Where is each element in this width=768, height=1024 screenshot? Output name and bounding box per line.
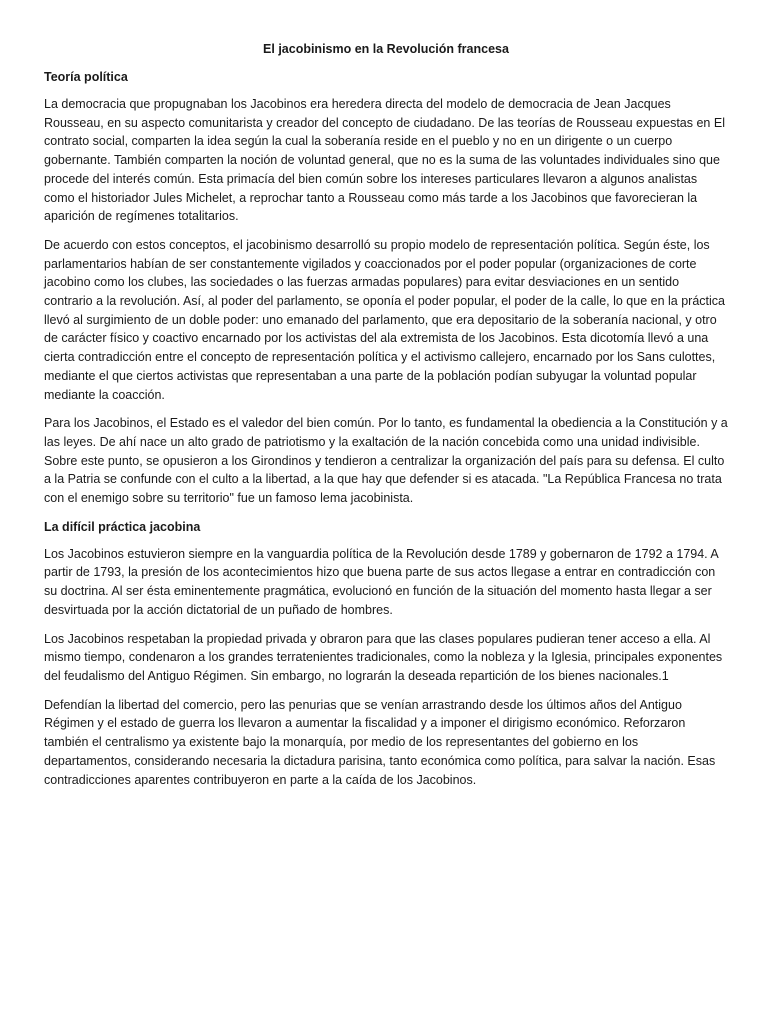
document-page <box>44 40 728 799</box>
section-heading: La difícil práctica jacobina <box>44 519 201 534</box>
section-teoria-politica <box>44 68 728 508</box>
paragraph: La democracia que propugnaban los Jacobinos era heredera directa del modelo de democracia de Jean Jacques Rousseau, en su aspecto comunitarista y creador del concepto de ciudadano. De las teorías de Rousseau expuestas en El contrato social, comparten la idea según la cual la soberanía reside en el pueblo y no en un dirigente o un cuerpo gobernante. También comparten la noción de voluntad general, que no es la suma de las voluntades individuales sino que procede del interés común. Esta primacía del bien común sobre los intereses particulares llevaron a algunos analistas como el historiador Jules Michelet, a reprochar tanto a Rousseau como más tarde a los Jacobinos que favorecieran la aparición de regímenes totalitarios. <box>44 97 725 224</box>
paragraph: Los Jacobinos estuvieron siempre en la vanguardia política de la Revolución desde 1789 y gobernaron de 1792 a 1794. A partir de 1793, la presión de los acontecimientos hizo que buena parte de sus actos llegase a entrar en contradicción con su doctrina. Al ser ésta eminentemente pragmática, evolucionó en función de la situación del momento hasta llegar a ser desvirtuada por la acción dictatorial de un puñado de hombres. <box>44 546 719 617</box>
paragraph: Los Jacobinos respetaban la propiedad privada y obraron para que las clases populares pudieran tener acceso a ella. Al mismo tiempo, condenaron a los grandes terratenientes tradicionales, como la nobleza y la Iglesia, principales exponentes del feudalismo del Antiguo Régimen. Sin embargo, no lograrán la deseada repartición de los bienes nacionales.1 <box>44 631 723 683</box>
paragraph: Para los Jacobinos, el Estado es el valedor del bien común. Por lo tanto, es fundamental la obediencia a la Constitución y a las leyes. De ahí nace un alto grado de patriotismo y la exaltación de la nación concebida como una unidad indivisible. Sobre este punto, se opusieron a los Girondinos y tendieron a centralizar la organización del país para su defensa. El culto a la Patria se confunde con el culto a la libertad, a la que hay que defender si es atacada. "La República Francesa no trata con el enemigo sobre su territorio" fue un famoso lema jacobinista. <box>44 416 728 506</box>
paragraph: Defendían la libertad del comercio, pero las penurias que se venían arrastrando desde los últimos años del Antiguo Régimen y el estado de guerra los llevaron a aumentar la fiscalidad y a imponer el dirigismo económico. Reforzaron también el centralismo ya existente bajo la monarquía, por medio de los representantes del gobierno en los departamentos, considerando necesaria la dictadura parisina, tanto económica como política, para salvar la nación. Esas contradicciones aparentes contribuyeron en parte a la caída de los Jacobinos. <box>44 697 716 787</box>
section-heading: Teoría política <box>44 70 128 84</box>
paragraph: De acuerdo con estos conceptos, el jacobinismo desarrolló su propio modelo de representación política. Según éste, los parlamentarios habían de ser constantemente vigilados y coaccionados por el poder popular (organizaciones de corte jacobino como los clubes, las sociedades o las fuerzas armadas populares) para evitar desviaciones en un sentido contrario a la revolución. Así, al poder del parlamento, se oponía el poder popular, el poder de la calle, lo que en la práctica llevó al surgimiento de un doble poder: uno emanado del parlamento, que era depositario de la soberanía nacional, y otro de carácter físico y coactivo encarnado por los activistas del ala extremista de los Jacobinos. Esta dicotomía llevó a una cierta contradicción entre el concepto de representación política y el activismo callejero, encarnado por los Sans culottes, mediante el que ciertos activistas que representaban a una parte de la población podían subyugar la voluntad popular mediante la coacción. <box>44 237 725 402</box>
section-practica-jacobina <box>44 518 728 789</box>
document-title: El jacobinismo en la Revolución francesa <box>263 42 509 56</box>
